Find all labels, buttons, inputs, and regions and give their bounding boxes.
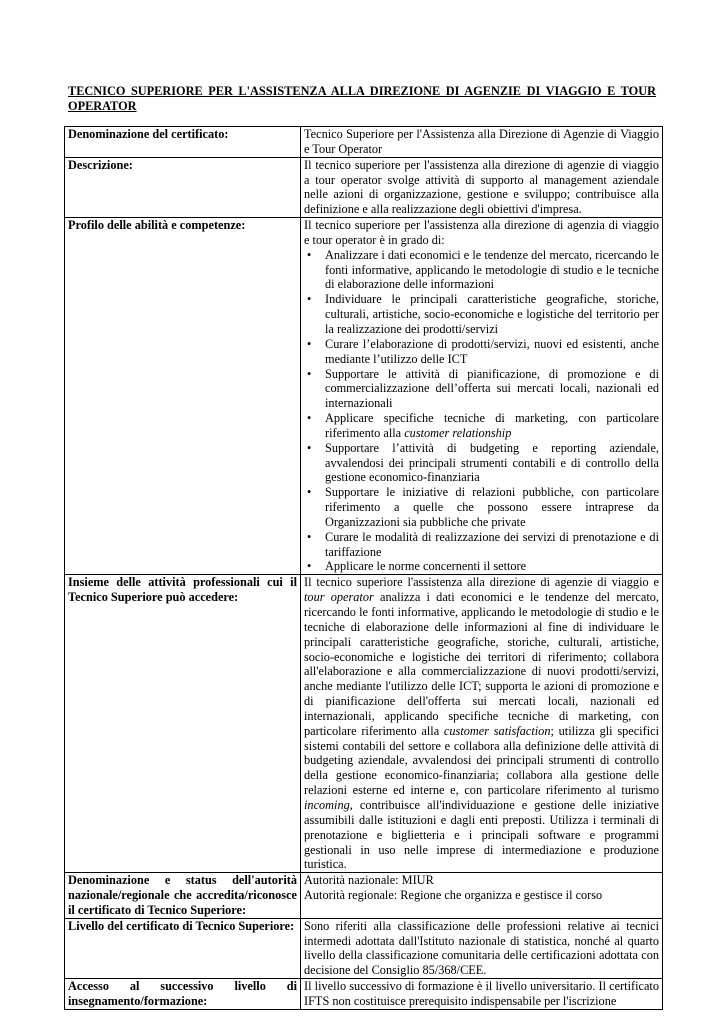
list-item: • Individuare le principali caratteristiche geografiche, storiche, culturali, artistiche, socio-economiche e logistiche del territorio per la realizzazione dei prodotti/servizi: [307, 292, 659, 336]
table-row-denominazione: [65, 127, 663, 158]
list-item: • Curare l’elaborazione di prodotti/servizi, nuovi ed esistenti, anche mediante l’utilizzo delle ICT: [307, 336, 659, 366]
list-item: • Supportare l’attività di budgeting e reporting aziendale, avvalendosi dei principali strumenti contabili e di controllo della gestione economico-finanziaria: [307, 440, 659, 485]
value-denominazione: Tecnico Superiore per l'Assistenza alla Direzione di Agenzie di Viaggio e Tour Operator: [301, 127, 663, 158]
value-insieme: Il tecnico superiore l'assistenza alla direzione di agenzie di viaggio e tour operator analizza i dati economici e le tendenze del mercato, ricercando le fonti informative, applicando le metodologie di studio e le tecniche di elaborazione delle informazioni al fine di individuare le principali caratteristiche geografiche, storiche, culturali, artistiche, socio-economiche e logistiche dei territori di riferimento; collabora all'elaborazione e alla commercializzazione di nuovi prodotti/servizi, anche mediante l'utilizzo delle ICT; supporta le azioni di promozione e di pianificazione dell'offerta sui mercati locali, nazionali ed internazionali, applicando specifiche tecniche di marketing, con particolare riferimento alla customer satisfaction; utilizza gli specifici sistemi contabili del settore e collabora alla definizione delle attività di budgeting aziendale, avvalendosi dei principali strumenti di controllo della gestione economico-finanziaria; collabora alla gestione delle relazioni esterne ed interne e, con particolare riferimento al turismo incoming, contribuisce all'individuazione e gestione delle iniziative assumibili dalle istituzioni e dagli enti preposti. Utilizza i terminali di prenotazione e biglietteria e i principali software e programmi gestionali in uso nelle imprese di intermediazione e produzione turistica.: [301, 575, 663, 873]
bullet-icon: •: [307, 529, 312, 544]
accesso-text: Il livello successivo di formazione è il livello universitario. Il certificato IFTS non costituisce prerequisito indispensabile per l'iscrizione: [304, 979, 659, 1008]
italic-term: customer relationship: [404, 425, 512, 440]
list-item: • Supportare le attività di pianificazione, di promozione e di commercializzazione dell’offerta sui mercati locali, nazionali ed internazionali: [307, 366, 659, 411]
label-denominazione: Denominazione del certificato:: [65, 127, 301, 158]
table-row-livello: [65, 918, 663, 978]
table-row-profilo: [65, 218, 663, 575]
bullet-icon: •: [307, 366, 312, 381]
table-row-accesso: [65, 979, 663, 1010]
bullet-icon: •: [307, 440, 312, 455]
page-title: TECNICO SUPERIORE PER L'ASSISTENZA ALLA DIREZIONE DI AGENZIE DI VIAGGIO E TOUR OPERATOR: [68, 84, 656, 113]
bullet-icon: •: [307, 485, 312, 500]
value-descrizione: Il tecnico superiore per l'assistenza alla direzione di agenzie di viaggio a tour operator svolge attività di supporto al management aziendale nelle azioni di organizzazione, gestione e sviluppo; contribuisce alla definizione e alla realizzazione degli obiettivi d'impresa.: [301, 157, 663, 217]
label-profilo: Profilo delle abilità e competenze:: [65, 218, 301, 575]
label-accesso: Accesso al successivo livello di insegnamento/formazione:: [65, 979, 301, 1010]
profilo-intro: Il tecnico superiore per l'assistenza alla direzione di agenzia di viaggio e tour operator è in grado di:: [304, 218, 659, 247]
certificate-table: [64, 126, 663, 1010]
table-row-insieme: [65, 575, 663, 873]
value-profilo: [301, 218, 663, 575]
table-row-status: [65, 873, 663, 919]
abilities-list: [304, 248, 659, 575]
label-livello: Livello del certificato di Tecnico Superiore:: [65, 918, 301, 978]
value-status: [301, 873, 663, 919]
status-line-regional: Autorità regionale: Regione che organizza e gestisce il corso: [304, 888, 603, 903]
bullet-icon: •: [307, 559, 312, 574]
list-item: • Applicare le norme concernenti il settore: [307, 559, 527, 574]
table-row-descrizione: [65, 157, 663, 217]
list-item: • Supportare le iniziative di relazioni pubbliche, con particolare riferimento a quelle che possono essere intraprese da Organizzazioni sia pubbliche che private: [307, 485, 659, 529]
bullet-icon: •: [307, 247, 312, 262]
list-item: • Curare le modalità di realizzazione dei servizi di prenotazione e di tariffazione: [307, 529, 659, 559]
list-item: • Analizzare i dati economici e le tendenze del mercato, ricercando le fonti informative, applicando le metodologie di studio e le tecniche di elaborazione delle informazioni: [307, 247, 659, 292]
bullet-icon: •: [307, 336, 312, 351]
label-status: Denominazione e status dell'autorità nazionale/regionale che accredita/riconosce il certificato di Tecnico Superiore:: [65, 873, 301, 919]
bullet-icon: •: [307, 292, 312, 307]
value-livello: Sono riferiti alla classificazione delle professioni relative ai tecnici intermedi adottata dall'Istituto nazionale di statistica, nonché al quarto livello della classificazione comunitaria delle certificazioni adottata con decisione del Consiglio 85/368/CEE.: [301, 918, 663, 978]
value-accesso: [301, 979, 663, 1010]
label-descrizione: Descrizione:: [65, 157, 301, 217]
list-item: • Applicare specifiche tecniche di marketing, con particolare riferimento alla customer relationship: [307, 411, 659, 440]
label-insieme: Insieme delle attività professionali cui il Tecnico Superiore può accedere:: [65, 575, 301, 873]
status-line-national: Autorità nazionale: MIUR: [304, 873, 434, 888]
bullet-icon: •: [307, 411, 312, 426]
